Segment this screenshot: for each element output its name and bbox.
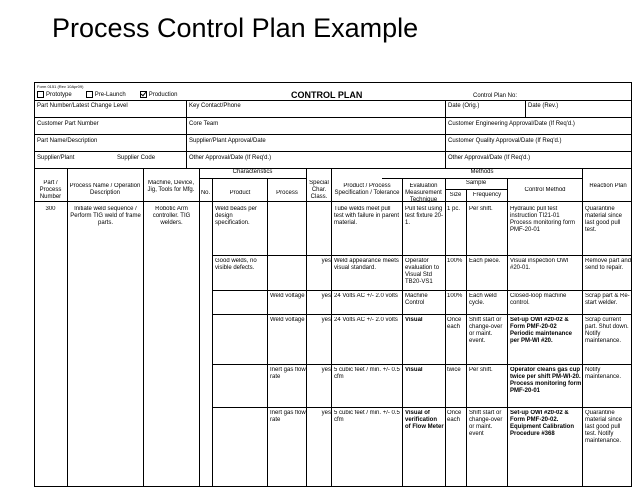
characteristics-header: Characteristics bbox=[232, 169, 273, 175]
row4-size: Once each bbox=[447, 317, 462, 330]
row3-process: Weld voltage bbox=[270, 293, 305, 299]
row4-reaction-plan: Scrap current part. Shut down. Notify maintenance. bbox=[585, 317, 629, 344]
row4-evaluation: Visual bbox=[405, 317, 423, 323]
row3-size: 100% bbox=[447, 293, 463, 299]
row1-size: 1 pc. bbox=[447, 206, 461, 212]
row6-frequency: Shift start or change-over or maint. event bbox=[469, 410, 503, 437]
row6-evaluation: Visual of verification of Flow Meter bbox=[405, 410, 444, 430]
date-rev-field: Date (Rev.) bbox=[528, 103, 559, 109]
row5-control-method: Operator cleans gas cup twice per shift PM-WI-20. Process monitoring form PMF-20-01 bbox=[510, 367, 582, 394]
prototype-box[interactable] bbox=[37, 91, 44, 98]
row1-machine: Robotic Arm controller. TIG welders. bbox=[152, 206, 191, 226]
row5-frequency: Per shift. bbox=[469, 367, 493, 373]
row1-part-number: 300 bbox=[45, 206, 56, 212]
row2-size: 100% bbox=[447, 258, 463, 264]
control-plan-heading: CONTROL PLAN bbox=[291, 90, 363, 100]
row6-process: Inert gas flow rate bbox=[270, 410, 306, 423]
row6-reaction-plan: Quarantine material since last good pull test. Notify maintenance. bbox=[585, 410, 623, 444]
prototype-label: Prototype bbox=[46, 91, 72, 98]
control-method-header: Control Method bbox=[524, 187, 566, 193]
row5-evaluation: Visual bbox=[405, 367, 423, 373]
row3-evaluation: Machine Control bbox=[405, 293, 428, 306]
part-name-field: Part Name/Description bbox=[37, 138, 98, 144]
row2-special: yes bbox=[321, 258, 331, 264]
row2-frequency: Each piece. bbox=[469, 258, 501, 264]
row2-evaluation: Operator evaluation to Visual Std TB20-VS1 bbox=[405, 258, 440, 285]
machine-header: Machine, Device, Jig, Tools for Mfg. bbox=[147, 180, 195, 193]
row5-size: twice bbox=[447, 367, 461, 373]
row5-process: Inert gas flow rate bbox=[270, 367, 306, 380]
row6-control-method: Set-up OWI #20-02 & Form PMF-20-02. Equipment Calibration Procedure #368 bbox=[510, 410, 575, 437]
row1-spec: Tube welds meet pull test with failure in parent material. bbox=[334, 206, 400, 226]
pre-launch-checkbox[interactable] bbox=[86, 91, 126, 98]
row4-frequency: Shift start or change-over or maint. event. bbox=[469, 317, 503, 344]
key-contact-field: Key Contact/Phone bbox=[189, 103, 241, 109]
row1-evaluation: Pull test using test fixture 20-1. bbox=[405, 206, 444, 226]
row1-control-method: Hydraulic pull test instruction TI21-01 Process monitoring form PMF-20-01 bbox=[510, 206, 576, 233]
methods-header: Methods bbox=[470, 169, 494, 175]
row2-reaction-plan: Remove part and send to repair. bbox=[585, 258, 632, 271]
row3-spec: 24 Volts AC +/- 2.0 volts bbox=[334, 293, 398, 299]
row3-reaction-plan: Scrap part & Re-start welder. bbox=[585, 293, 630, 306]
row4-control-method: Set-up OWI #20-02 & Form PMF-20-02 Periodic maintenance per PM-WI #20. bbox=[510, 317, 573, 344]
row6-spec: 5 cubic feet / min. +/- 0.5 cfm bbox=[334, 410, 400, 423]
reaction-plan-header: Reaction Plan bbox=[589, 183, 627, 189]
customer-quality-approval-field: Customer Quality Approval/Date (If Req'd.) bbox=[448, 138, 562, 144]
customer-part-number-field: Customer Part Number bbox=[37, 121, 99, 127]
row1-process-name: Initiate weld sequence / Perform TIG weld of frame parts. bbox=[70, 206, 141, 226]
row1-product: Weld beads per design specification. bbox=[215, 206, 257, 226]
other-approval-field-1: Other Approval/Date (If Req'd.) bbox=[189, 155, 272, 161]
row5-spec: 5 cubic feet / min. +/- 0.5 cfm bbox=[334, 367, 400, 380]
row1-frequency: Per shift. bbox=[469, 206, 493, 212]
supplier-plant-approval-field: Supplier/Plant Approval/Date bbox=[189, 138, 266, 144]
customer-engineering-approval-field: Customer Engineering Approval/Date (If Req'd.) bbox=[448, 121, 575, 127]
plan-type-checkboxes bbox=[37, 91, 191, 98]
row5-reaction-plan: Notify maintenance. bbox=[585, 367, 622, 380]
other-approval-field-2: Other Approval/Date (If Req'd.) bbox=[448, 155, 531, 161]
process-name-header: Process Name / Operation Description bbox=[69, 183, 141, 196]
size-header: Size bbox=[449, 192, 462, 198]
production-checkbox[interactable] bbox=[140, 91, 178, 98]
pre-launch-box[interactable] bbox=[86, 91, 93, 98]
row6-size: Once each bbox=[447, 410, 462, 423]
row3-control-method: Closed-loop machine control. bbox=[510, 293, 567, 306]
sample-header: Sample bbox=[465, 180, 487, 186]
production-label: Production bbox=[148, 91, 178, 98]
core-team-field: Core Team bbox=[189, 121, 219, 127]
date-orig-field: Date (Orig.) bbox=[448, 103, 480, 109]
part-number-header: Part / Process Number bbox=[39, 180, 62, 200]
row3-special: yes bbox=[321, 293, 331, 299]
pre-launch-label: Pre-Launch bbox=[94, 91, 126, 98]
row2-control-method: Visual inspection OWI #20-01. bbox=[510, 258, 569, 271]
production-box[interactable] bbox=[140, 91, 147, 98]
row4-process: Weld voltage bbox=[270, 317, 305, 323]
supplier-code-field: Supplier Code bbox=[117, 155, 156, 161]
process-header: Process bbox=[276, 190, 298, 196]
supplier-plant-field: Supplier/Plant bbox=[37, 155, 75, 161]
row5-special: yes bbox=[321, 367, 331, 373]
evaluation-header: Evaluation Measurement Technique bbox=[405, 183, 442, 203]
prototype-checkbox[interactable] bbox=[37, 91, 72, 98]
part-number-field: Part Number/Latest Change Level bbox=[37, 103, 128, 109]
control-plan-form bbox=[34, 82, 632, 487]
row3-frequency: Each weld cycle. bbox=[469, 293, 497, 306]
spec-header: Product / Process Specification / Tolerance bbox=[334, 183, 400, 196]
control-plan-no-label: Control Plan No: bbox=[473, 93, 518, 99]
row4-spec: 24 Volts AC +/- 2.0 volts bbox=[334, 317, 398, 323]
row1-reaction-plan: Quarantine material since last good pull test. bbox=[585, 206, 623, 233]
row2-spec: Weld appearance meets visual standard. bbox=[334, 258, 399, 271]
row2-product: Good welds, no visible defects. bbox=[215, 258, 257, 271]
no-header: No. bbox=[200, 190, 211, 196]
row6-special: yes bbox=[321, 410, 331, 416]
frequency-header: Frequency bbox=[472, 192, 502, 198]
row4-special: yes bbox=[321, 317, 331, 323]
slide-title: Process Control Plan Example bbox=[52, 13, 419, 43]
special-char-header: Special Char. Class. bbox=[309, 180, 329, 200]
product-header: Product bbox=[229, 190, 251, 196]
form-number: Form 0151 (Rev 10Apr09) bbox=[37, 84, 84, 89]
